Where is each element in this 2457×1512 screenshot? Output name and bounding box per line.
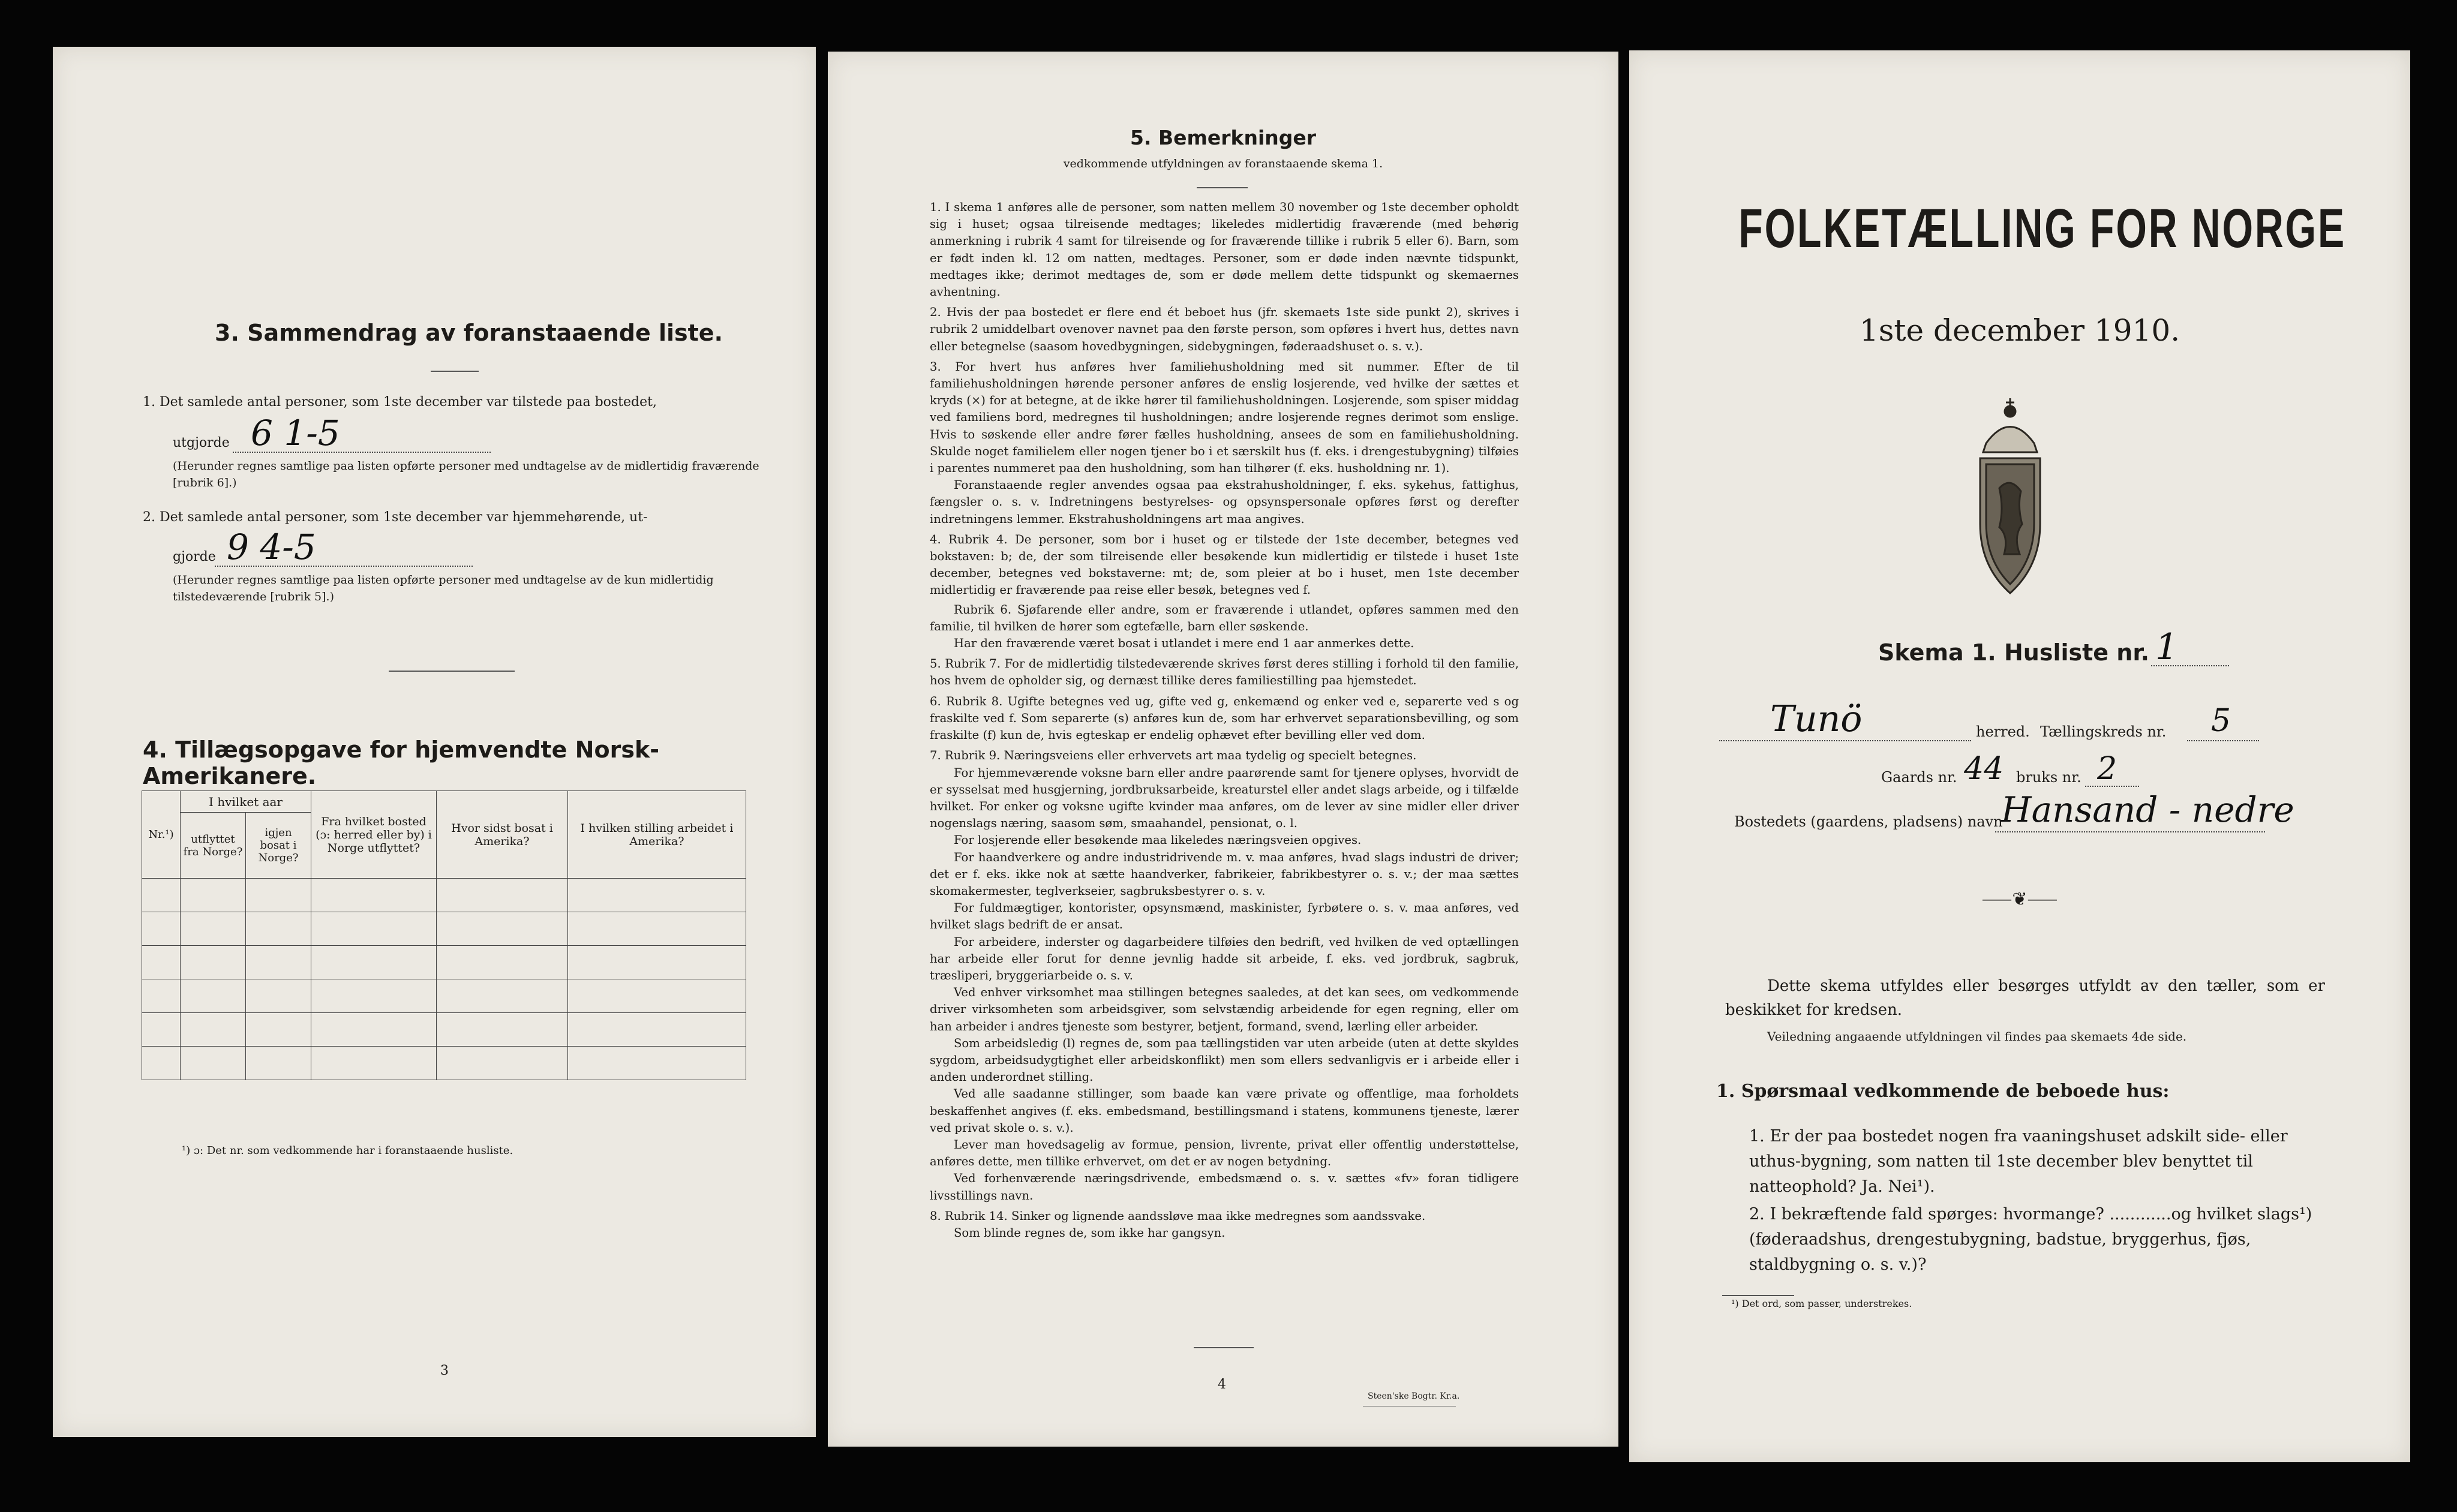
remark-7: 7. Rubrik 9. Næringsveiens eller erhvervets art maa tydelig og specielt betegnes. bbox=[930, 749, 1417, 763]
bruks-label: bruks nr. bbox=[2016, 769, 2081, 786]
remark-7k: Ved forhenværende næringsdrivende, embedsmænd o. s. v. sættes «fv» foran tidligere livsstillings navn. bbox=[930, 1171, 1519, 1203]
question-2: 2. I bekræftende fald spørges: hvormange? ............og hvilket slags¹) (føderaadshus, drengestubygning, badstue, bryggerhus, fjøs, staldbygning o. s. v.)? bbox=[1749, 1205, 2312, 1274]
remarks-body bbox=[930, 199, 1519, 1242]
remark-4b: Rubrik 6. Sjøfarende eller andre, som er fraværende i utlandet, opføres sammen med den familie, til hvilken de hører som egtefælle, barn eller søskende. bbox=[930, 602, 1519, 633]
remark-7j: Lever man hovedsagelig av formue, pension, livrente, privat eller offentlig understøttelse, anføres dette, men tillike erhvervet, om det er av nogen betydning. bbox=[930, 1137, 1519, 1169]
page-number-4: 4 bbox=[1218, 1377, 1226, 1392]
questions-heading: 1. Spørsmaal vedkommende de beboede hus: bbox=[1716, 1081, 2170, 1102]
remark-6: 6. Rubrik 8. Ugifte betegnes ved ug, gifte ved g, enkemænd og enker ved e, separerte ved s og fraskilte ved f. Som separerte (s) anføres kun de, som har erhvervet separationsbevilling, og som fraskilte (f) kun de, hvis egteskap er endelig ophævet efter bevilling eller ved dom. bbox=[930, 694, 1519, 743]
remark-7c: For losjerende eller besøkende maa likeledes næringsveien opgives. bbox=[954, 833, 1362, 847]
col-group-year: I hvilket aar bbox=[181, 791, 311, 813]
census-date: 1ste december 1910. bbox=[1859, 313, 2180, 348]
instruction-text: Dette skema utfyldes eller besørges utfyldt av den tæller, som er beskikket for kredsen. bbox=[1725, 977, 2325, 1019]
remark-8: 8. Rubrik 14. Sinker og lignende aandssløve maa ikke medregnes som aandssvake. bbox=[930, 1209, 1426, 1223]
remark-1: 1. I skema 1 anføres alle de personer, som natten mellem 30 november og 1ste december opholdt sig i huset; ogsaa tilreisende medtages; likeledes midlertidig fraværende (med behørig anmerkning i rubrik 4 samt for tilreisende og for fraværende tillike i rubrik 5 eller 6). Barn, som er født inden kl. 12 om natten, medtages. Personer, som er døde inden nævnte tidspunkt, medtages ikke; derimot medtages de, som er døde mellem dette tidspunkt og skemaernes avhentning. bbox=[930, 200, 1519, 299]
remark-7h: Som arbeidsledig (l) regnes de, som paa tællingstiden var uten arbeide (uten at dette skyldes sygdom, arbeidsudygtighet eller arbeidskonflikt) men som ellers sedvanligvis er i arbeide eller i anden underordnet stilling. bbox=[930, 1036, 1519, 1084]
remarks-subtitle: vedkommende utfyldningen av foranstaaende skema 1. bbox=[1063, 157, 1383, 170]
gaards-label: Gaards nr. bbox=[1881, 769, 1957, 786]
footnote: ¹) Det ord, som passer, understrekes. bbox=[1731, 1298, 1912, 1309]
remark-7d: For haandverkere og andre industridrivende m. v. maa anføres, hvad slags industri de driver; det er f. eks. ikke nok at sætte haandverker, fabrikeier, fabrikbestyrer o. s. v.; der maa sættes skomakermester, teglverkseier, sagbruksbestyrer o. s. v. bbox=[930, 850, 1519, 898]
col-stilling: I hvilken stilling arbeidet i Amerika? bbox=[568, 791, 746, 879]
summary-q1-value: 6 1-5 bbox=[251, 413, 340, 453]
kreds-value: 5 bbox=[2211, 703, 2231, 739]
summary-q2-note: (Herunder regnes samtlige paa listen opførte personer med undtagelse av de kun midlertidig tilstedeværende [rubrik 5].) bbox=[173, 573, 714, 603]
summary-q1-note: (Herunder regnes samtlige paa listen opførte personer med undtagelse av de midlertidig fraværende [rubrik 6].) bbox=[173, 459, 759, 489]
bruks-value: 2 bbox=[2097, 751, 2117, 787]
summary-q1: 1. Det samlede antal personer, som 1ste december var tilstede paa bostedet, bbox=[143, 395, 657, 410]
husliste-nr: 1 bbox=[2155, 626, 2179, 668]
col-fra: Fra hvilket bosted (ɔ: herred eller by) i Norge utflyttet? bbox=[311, 791, 437, 879]
summary-q2-value: 9 4-5 bbox=[227, 527, 316, 567]
table-footnote: ¹) ɔ: Det nr. som vedkommende har i foranstaaende husliste. bbox=[182, 1144, 513, 1157]
summary-q1-label: utgjorde bbox=[173, 435, 230, 450]
herred-label: herred. bbox=[1976, 723, 2030, 740]
printer-imprint: Steen'ske Bogtr. Kr.a. bbox=[1368, 1391, 1460, 1401]
kreds-label: Tællingskreds nr. bbox=[2040, 723, 2167, 740]
instruction-note: Veiledning angaaende utfyldningen vil findes paa skemaets 4de side. bbox=[1767, 1029, 2187, 1044]
remark-3b: Foranstaaende regler anvendes ogsaa paa ekstrahusholdninger, f. eks. sykehus, fattighus, fængsler o. s. v. Indretningens bestyrelses- og opsynspersonale opføres først og derefter indretningens lemmer. Ekstrahusholdningens art maa angives. bbox=[930, 478, 1519, 526]
summary-q2: 2. Det samlede antal personer, som 1ste december var hjemmehørende, ut- bbox=[143, 510, 648, 525]
remark-8b: Som blinde regnes de, som ikke har gangsyn. bbox=[954, 1225, 1226, 1240]
remarks-title: 5. Bemerkninger bbox=[1130, 126, 1317, 149]
bosted-label: Bostedets (gaardens, pladsens) navn bbox=[1734, 813, 2003, 830]
remark-7b: For hjemmeværende voksne barn eller andre paarørende samt for tjenere oplyses, hvorvidt de er sysselsat med husgjerning, jordbruksarbeide, kreaturstel eller andet slags arbeide, og i tilfælde hvilket. For enker og voksne ugifte kvinder maa anføres, om de lever av sine midler eller driver nogenslags næring, saasom søm, smaahandel, pensionat, o. l. bbox=[930, 765, 1519, 831]
right-page bbox=[1629, 50, 2410, 1462]
remark-7e: For fuldmægtiger, kontorister, opsynsmænd, maskinister, fyrbøtere o. s. v. maa anføres, ved hvilket slags bedrift de er ansat. bbox=[930, 901, 1519, 932]
remark-7f: For arbeidere, inderster og dagarbeidere tilføies den bedrift, ved hvilken de ved optællingen har arbeide eller forut for denne jevnlig hadde sit arbeide, f. eks. ved jordbruk, sagbruk, træsliperi, bryggeriarbeide o. s. v. bbox=[930, 934, 1519, 982]
coat-of-arms-icon bbox=[1962, 386, 2058, 602]
remark-4c: Har den fraværende været bosat i utlandet i mere end 1 aar anmerkes dette. bbox=[954, 636, 1414, 651]
left-page bbox=[53, 47, 816, 1437]
herred-value: Tunö bbox=[1770, 698, 1863, 740]
norsk-amerikanere-table bbox=[142, 790, 746, 1080]
summary-q2-label: gjorde bbox=[173, 549, 216, 564]
remark-4: 4. Rubrik 4. De personer, som bor i huset og er tilstede der 1ste december, betegnes ved bokstaven: b; de, der som tilreisende eller besøkende kun midlertidig er tilstede i huset 1ste december, betegnes ved bokstaverne: mt; de, som pleier at bo i huset, men 1ste december midlertidig er fraværende paa reise eller besøk, betegnes ved f. bbox=[930, 532, 1519, 597]
census-title: FOLKETÆLLING FOR NORGE bbox=[1738, 198, 2347, 259]
section-4-title: 4. Tillægsopgave for hjemvendte Norsk-Amerikanere. bbox=[143, 737, 659, 789]
remark-2: 2. Hvis der paa bostedet er flere end ét beboet hus (jfr. skemaets 1ste side punkt 2), skrives i rubrik 2 umiddelbart ovenover navnet paa den første person, som opføres i hvert hus, dettes navn eller betegnelse (saasom hovedbygningen, sidebygningen, føderaadshuset o. s. v.). bbox=[930, 305, 1519, 353]
question-1: 1. Er der paa bostedet nogen fra vaaningshuset adskilt side- eller uthus-bygning, som natten til 1ste december blev benyttet til natteophold? Ja. Nei¹). bbox=[1749, 1127, 2288, 1196]
col-igjen: igjen bosat i Norge? bbox=[246, 813, 311, 879]
middle-page bbox=[828, 52, 1618, 1447]
bosted-value: Hansand - nedre bbox=[2001, 789, 2294, 830]
col-nr: Nr.¹) bbox=[142, 791, 181, 879]
col-utflyttet: utflyttet fra Norge? bbox=[181, 813, 246, 879]
col-hvor: Hvor sidst bosat i Amerika? bbox=[437, 791, 568, 879]
ornament-icon: ⸺❦⸺ bbox=[1981, 889, 2058, 910]
remark-5: 5. Rubrik 7. For de midlertidig tilstedeværende skrives først deres stilling i forhold til den familie, hos hvem de opholder sig, og dernæst tillike deres familiestilling paa hjemstedet. bbox=[930, 657, 1519, 688]
remark-7g: Ved enhver virksomhet maa stillingen betegnes saaledes, at det kan sees, om vedkommende driver virksomheten som arbeidsgiver, som selvstændig arbeidende for egen regning, eller om han arbeider i andres tjeneste som bestyrer, betjent, formand, svend, lærling eller arbeider. bbox=[930, 985, 1519, 1033]
page-number-3: 3 bbox=[440, 1363, 449, 1378]
skema-label: Skema 1. Husliste nr. bbox=[1878, 639, 2150, 666]
remark-7i: Ved alle saadanne stillinger, som baade kan være private og offentlige, maa forholdets beskaffenhet angives (f. eks. embedsmand, bestillingsmand i statens, kommunens tjeneste, lærer ved privat skole o. s. v.). bbox=[930, 1087, 1519, 1135]
remark-3: 3. For hvert hus anføres hver familiehusholdning med sit nummer. Efter de til familiehusholdningen hørende personer anføres de enslig losjerende, ved hvilke der sættes et kryds (×) for at betegne, at de ikke hører til familiehusholdningen. Losjerende, som spiser middag ved familiens bord, medregnes til husholdningen; andre losjerende regnes derimot som enslige. Hvis to søskende eller andre fører fælles husholdning, ansees de som en familiehusholdning. Skulde noget familielem eller nogen tjener bo i et særskilt hus (f. eks. i drengestubygning) tilføies i parentes nummeret paa den husholdning, som han tilhører (f. eks. husholdning nr. 1). bbox=[930, 359, 1519, 476]
section-3-title: 3. Sammendrag av foranstaaende liste. bbox=[215, 320, 723, 346]
gaards-value: 44 bbox=[1964, 751, 2004, 787]
